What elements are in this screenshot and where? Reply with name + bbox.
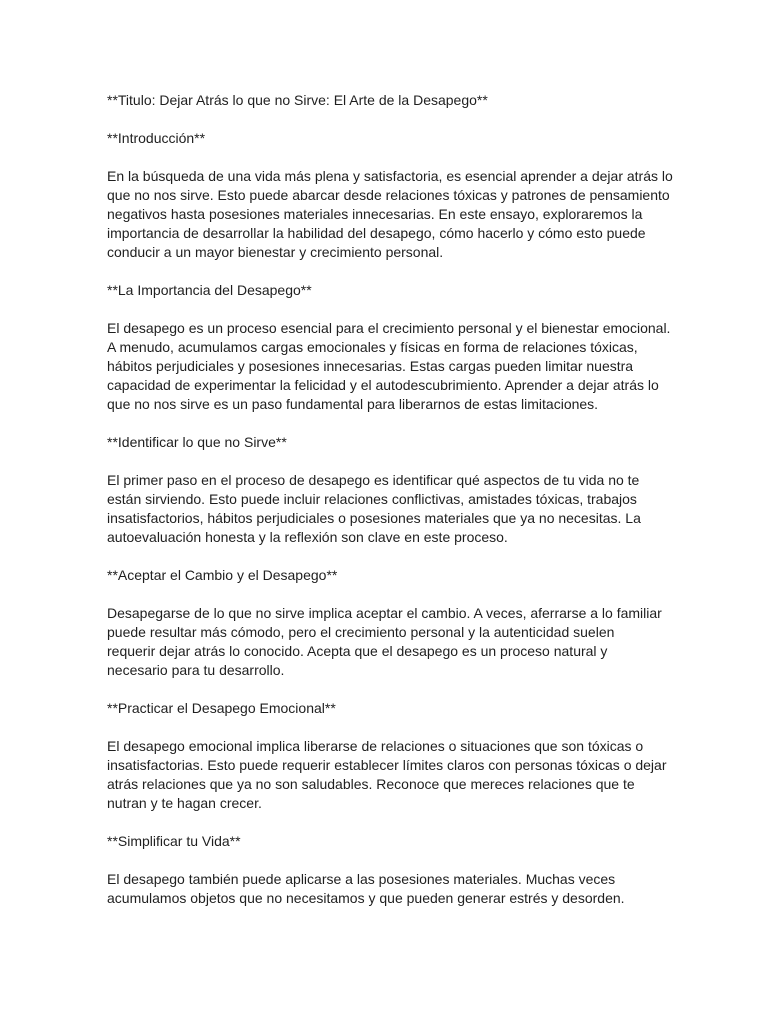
section-paragraph-identificar bbox=[107, 471, 663, 547]
section-heading-text: **Aceptar el Cambio y el Desapego** bbox=[107, 567, 338, 583]
paragraph-line: negativos hasta posesiones materiales innecesarias. En este ensayo, exploraremos la bbox=[107, 206, 643, 222]
paragraph-line: insatisfactorios, hábitos perjudiciales o posesiones materiales que ya no necesitas. La bbox=[107, 510, 641, 526]
paragraph-line: importancia de desarrollar la habilidad del desapego, cómo hacerlo y cómo esto puede bbox=[107, 225, 646, 241]
section-heading-text: **Practicar el Desapego Emocional** bbox=[107, 700, 336, 716]
section-heading-importancia bbox=[107, 281, 663, 300]
paragraph-line: El desapego emocional implica liberarse de relaciones o situaciones que son tóxicas o bbox=[107, 738, 644, 754]
paragraph-line: En la búsqueda de una vida más plena y satisfactoria, es esencial aprender a dejar atrás lo bbox=[107, 168, 673, 184]
section-paragraph-importancia bbox=[107, 319, 671, 414]
section-heading-text: **Introducción** bbox=[107, 130, 206, 146]
paragraph-line: El desapego también puede aplicarse a las posesiones materiales. Muchas veces bbox=[107, 871, 616, 887]
paragraph-line: necesario para tu desarrollo. bbox=[107, 662, 285, 678]
paragraph-line: acumulamos objetos que no necesitamos y que pueden generar estrés y desorden. bbox=[107, 890, 625, 906]
paragraph-gap bbox=[107, 585, 663, 604]
paragraph-line: El desapego es un proceso esencial para el crecimiento personal y el bienestar emocional. bbox=[107, 320, 671, 336]
paragraph-line: hábitos perjudiciales y posesiones innecesarias. Estas cargas pueden limitar nuestra bbox=[107, 358, 634, 374]
section-heading-simplificar bbox=[107, 832, 663, 851]
section-heading-aceptar bbox=[107, 566, 663, 585]
document-body bbox=[107, 91, 673, 908]
section-heading-text: **La Importancia del Desapego** bbox=[107, 282, 312, 298]
section-heading-practicar bbox=[107, 699, 663, 718]
title-line: **Titulo: Dejar Atrás lo que no Sirve: El Arte de la Desapego** bbox=[107, 92, 488, 108]
paragraph-line: atrás relaciones que ya no son saludables. Reconoce que mereces relaciones que te bbox=[107, 776, 635, 792]
paragraph-gap bbox=[107, 851, 663, 870]
paragraph-gap bbox=[107, 300, 663, 319]
section-paragraph-practicar bbox=[107, 737, 667, 813]
paragraph-gap bbox=[107, 813, 663, 832]
paragraph-gap bbox=[107, 148, 663, 167]
section-paragraph-introduccion bbox=[107, 167, 673, 262]
paragraph-gap bbox=[107, 110, 663, 129]
paragraph-line: autoevaluación honesta y la reflexión son clave en este proceso. bbox=[107, 529, 508, 545]
paragraph-line: insatisfactorias. Esto puede requerir establecer límites claros con personas tóxicas o dejar bbox=[107, 757, 667, 773]
section-heading-introduccion bbox=[107, 129, 663, 148]
paragraph-line: que no nos sirve es un paso fundamental para liberarnos de estas limitaciones. bbox=[107, 396, 599, 412]
section-heading-identificar bbox=[107, 433, 663, 452]
paragraph-line: puede resultar más cómodo, pero el crecimiento personal y la autenticidad suelen bbox=[107, 624, 615, 640]
paragraph-line: Desapegarse de lo que no sirve implica aceptar el cambio. A veces, aferrarse a lo familiar bbox=[107, 605, 662, 621]
section-paragraph-simplificar bbox=[107, 870, 663, 908]
paragraph-line: A menudo, acumulamos cargas emocionales y físicas en forma de relaciones tóxicas, bbox=[107, 339, 638, 355]
paragraph-gap bbox=[107, 414, 663, 433]
section-heading-text: **Identificar lo que no Sirve** bbox=[107, 434, 287, 450]
section-heading-text: **Simplificar tu Vida** bbox=[107, 833, 241, 849]
paragraph-line: están sirviendo. Esto puede incluir relaciones conflictivas, amistades tóxicas, trabajos bbox=[107, 491, 637, 507]
paragraph-line: El primer paso en el proceso de desapego es identificar qué aspectos de tu vida no te bbox=[107, 472, 640, 488]
paragraph-line: conducir a un mayor bienestar y crecimiento personal. bbox=[107, 244, 444, 260]
paragraph-line: capacidad de experimentar la felicidad y el autodescubrimiento. Aprender a dejar atrás lo bbox=[107, 377, 659, 393]
paragraph-gap bbox=[107, 680, 663, 699]
document-title bbox=[107, 91, 663, 110]
paragraph-gap bbox=[107, 262, 663, 281]
paragraph-gap bbox=[107, 547, 663, 566]
paragraph-line: requerir dejar atrás lo conocido. Acepta que el desapego es un proceso natural y bbox=[107, 643, 608, 659]
section-paragraph-aceptar bbox=[107, 604, 663, 680]
paragraph-gap bbox=[107, 452, 663, 471]
paragraph-gap bbox=[107, 718, 663, 737]
paragraph-line: nutran y te hagan crecer. bbox=[107, 795, 262, 811]
paragraph-line: que no nos sirve. Esto puede abarcar desde relaciones tóxicas y patrones de pensamiento bbox=[107, 187, 670, 203]
